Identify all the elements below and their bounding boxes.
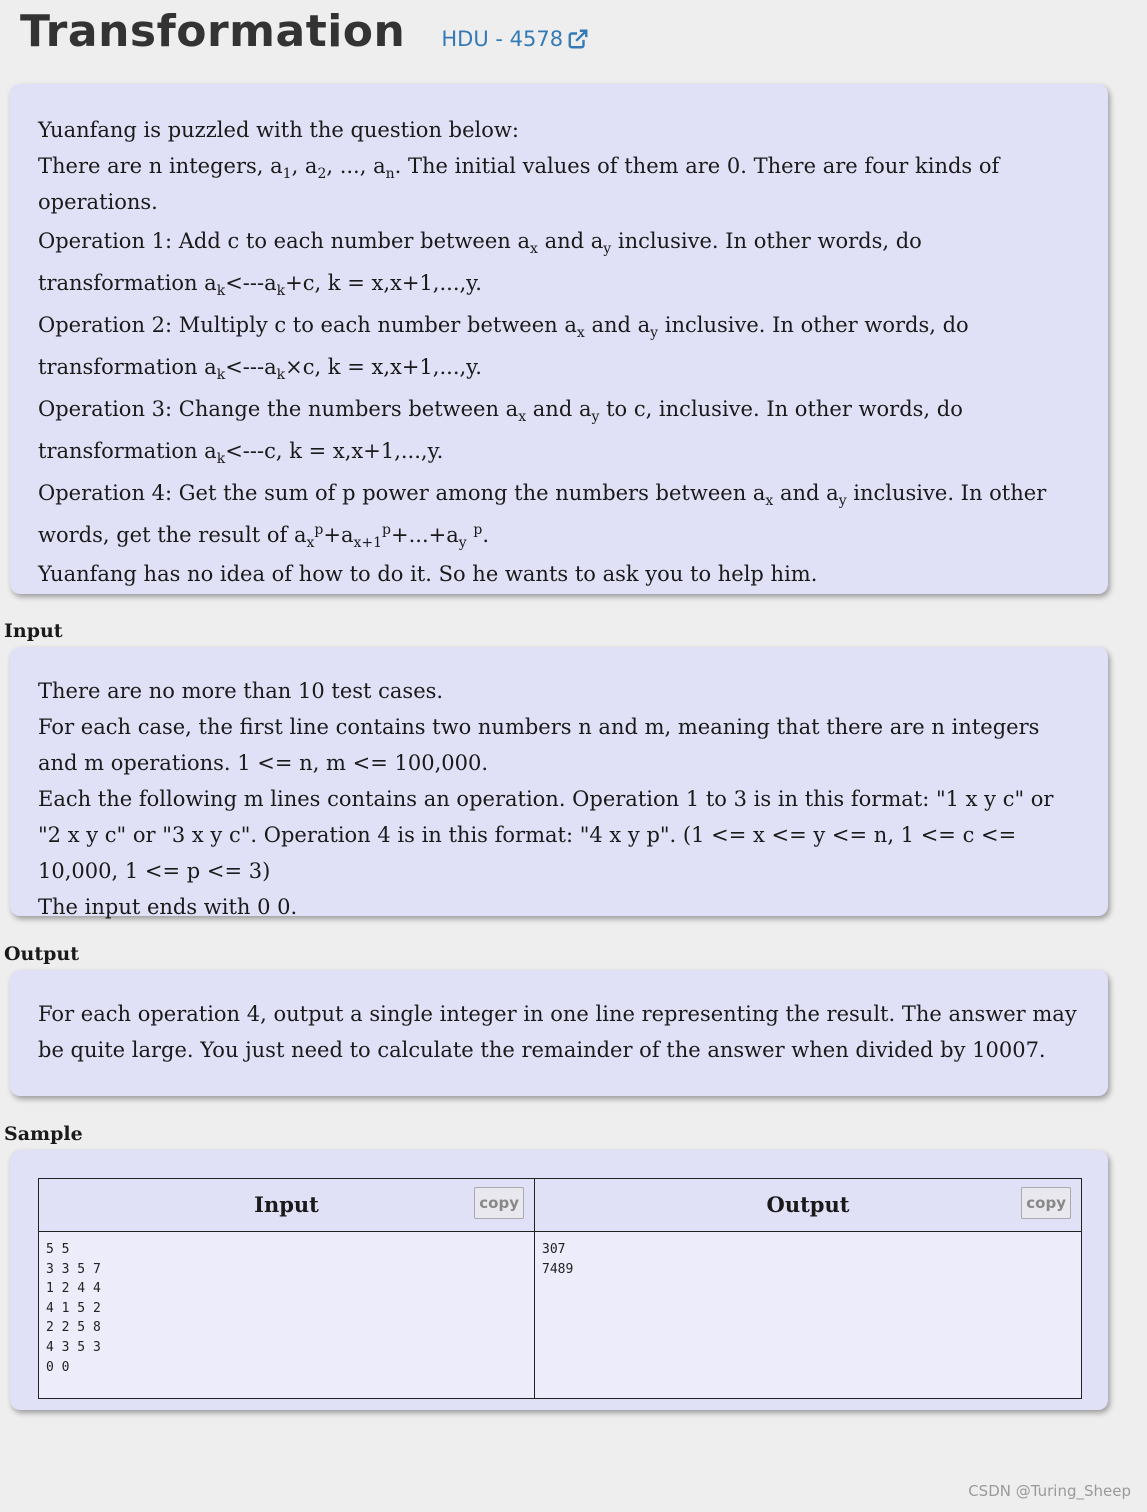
operation-3: Operation 3: Change the numbers between $a_x$ and $a_y$ to c, inclusive. In other words, do transformation $a_k<---c$, k = x,x+1,...,y. <box>38 397 963 467</box>
sample-card <box>10 1150 1108 1410</box>
copy-input-button[interactable]: copy <box>474 1187 524 1219</box>
operation-2: Operation 2: Multiply c to each number between $a_x$ and $a_y$ inclusive. In other words, do transformation $a_k<---a_k\times c$, k = x,x+1,...,y. <box>38 313 969 383</box>
sample-section-label: Sample <box>4 1123 83 1145</box>
title-row <box>20 6 589 57</box>
output-card <box>10 970 1108 1096</box>
origin-link[interactable] <box>441 27 589 51</box>
sample-input-header <box>39 1179 535 1232</box>
output-text: For each operation 4, output a single integer in one line representing the result. The answer may be quite large. You just need to calculate the remainder of the answer when divided by 10007. <box>38 1002 1077 1062</box>
origin-link-label: HDU - 4578 <box>441 27 564 51</box>
sample-table <box>38 1178 1082 1399</box>
description-line-2: There are n integers, $a_1$, $a_2$, ..., $a_n$. The initial values of them are 0. There are four kinds of operations. <box>38 154 1000 214</box>
operation-4: Operation 4: Get the sum of p power among the numbers between $a_x$ and $a_y$ inclusive. In other words, get the result of $a_x^p+a_{x+1}^p+...+a_y$ $^p$. <box>38 481 1047 551</box>
input-card <box>10 647 1108 919</box>
input-line-4: The input ends with 0 0. <box>38 895 298 919</box>
operation-1: Operation 1: Add c to each number between $a_x$ and $a_y$ inclusive. In other words, do transformation $a_k<---a_k+c$, k = x,x+1,...,y. <box>38 229 922 299</box>
description-outro: Yuanfang has no idea of how to do it. So he wants to ask you to help him. <box>38 562 818 586</box>
sample-output-text: 307 7489 <box>542 1242 574 1277</box>
sample-output-header <box>535 1179 1082 1232</box>
input-line-2: For each case, the first line contains two numbers n and m, meaning that there are n integers and m operations. 1 <= n, m <= 100,000. <box>38 715 1040 775</box>
input-section-label: Input <box>4 620 63 642</box>
page-title: Transformation <box>20 6 406 57</box>
copy-output-button[interactable]: copy <box>1021 1187 1071 1219</box>
external-link-icon <box>567 28 589 50</box>
sample-input-text: 5 5 3 3 5 7 1 2 4 4 4 1 5 2 2 2 5 8 4 3 5 3 0 0 <box>46 1242 101 1375</box>
description-card <box>10 84 1108 594</box>
sample-input-header-label: Input <box>254 1192 319 1217</box>
sample-output-header-label: Output <box>766 1192 850 1217</box>
sample-input-cell <box>39 1232 535 1399</box>
input-line-3: Each the following m lines contains an operation. Operation 1 to 3 is in this format: "1 x y c" or "2 x y c" or "3 x y c". Operation 4 is in this format: "4 x y p". (1 <= x <= y <= n, 1 <= c <= 10,000, 1 <= p <= 3) <box>38 787 1054 883</box>
input-line-1: There are no more than 10 test cases. <box>38 679 444 703</box>
watermark: CSDN @Turing_Sheep <box>968 1482 1131 1500</box>
output-section-label: Output <box>4 943 80 965</box>
description-intro: Yuanfang is puzzled with the question below: <box>38 118 519 142</box>
sample-output-cell <box>535 1232 1082 1399</box>
